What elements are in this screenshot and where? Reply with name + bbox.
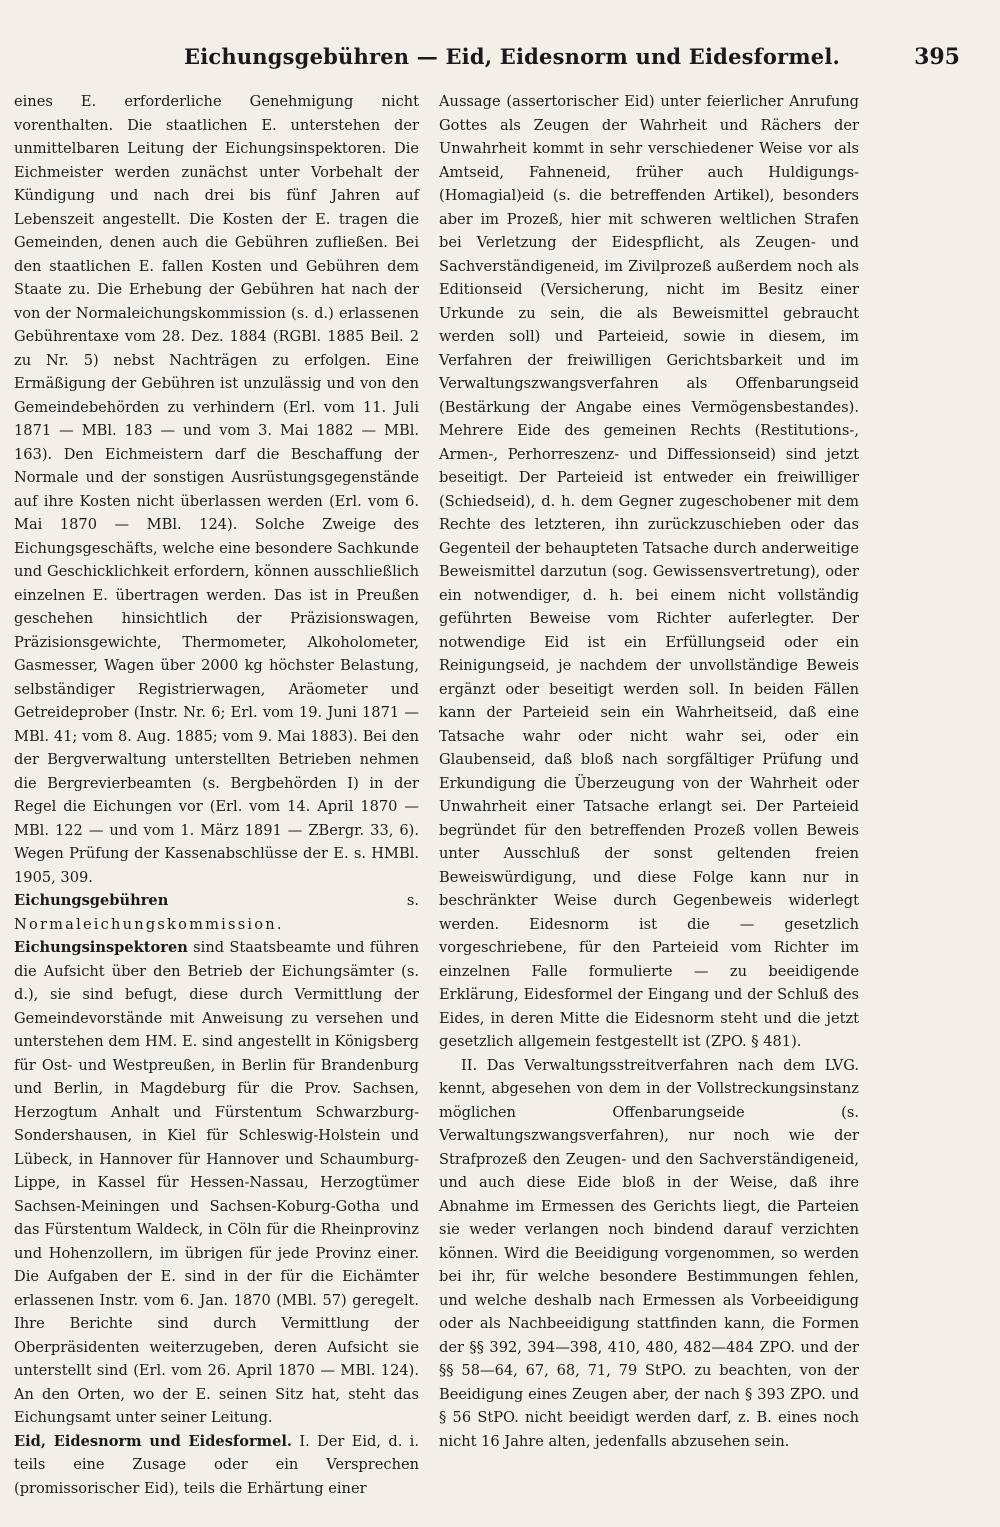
page-header — [14, 42, 960, 82]
entry-text: I. Der Eid, d. i. teils eine Zusage oder ein Versprechen (promissorischer Eid), teils die Erhärtung einer — [14, 1432, 419, 1497]
running-head: Eichungsgebühren — Eid, Eidesnorm und Eidesformel. — [184, 44, 841, 69]
entry-lemma: Eichungsgebühren — [14, 892, 169, 909]
cross-reference: Normaleichungskommission. — [14, 915, 284, 933]
right-paragraph-2: II. Das Verwaltungsstreitverfahren nach dem LVG. kennt, abgesehen von dem in der Vollstreckungsinstanz möglichen Offenbarungseide (s. Verwaltungszwangsverfahren), nur noch wie der Strafprozeß den Zeugen- und den Sachverständigeneid, und auch diese Eide bloß in der Weise, daß ihre Abnahme im Ermessen des Gerichts liegt, die Parteien sie weder verlangen noch bindend darauf verzichten können. Wird die Beeidigung vorgenommen, so werden bei ihr, für welche besondere Bestimmungen fehlen, und welche deshalb nach Ermessen als Vorbeeidigung oder als Nachbeeidigung stattfinden kann, die Formen der §§ 392, 394—398, 410, 480, 482—484 ZPO. und der §§ 58—64, 67, 68, 71, 79 StPO. zu beachten, von der Beeidigung eines Zeugen aber, der nach § 393 ZPO. und § 56 StPO. nicht beeidigt werden darf, z. B. eines noch nicht 16 Jahre alten, jedenfalls abzusehen sein. — [439, 1056, 859, 1450]
page-number: 395 — [914, 44, 960, 70]
text-columns — [14, 90, 960, 1497]
entry-eichungsinspektoren — [14, 936, 419, 1430]
entry-text: s. — [168, 892, 419, 909]
entry-lemma: Eichungsinspektoren — [14, 939, 188, 956]
right-paragraph-1: Aussage (assertorischer Eid) unter feierlicher Anrufung Gottes als Zeugen der Wahrheit und Rächers der Unwahrheit kommt in sehr verschiedener Weise vor als Amtseid, Fahneneid, früher auch Huldigungs-(Homagial)eid (s. die betreffenden Artikel), besonders aber im Prozeß, hier mit schweren weltlichen Strafen bei Verletzung der Eidespflicht, als Zeugen- und Sachverständigeneid, im Zivilprozeß außerdem noch als Editionseid (Versicherung, nicht im Besitz einer Urkunde zu sein, die als Beweismittel gebraucht werden soll) und Parteieid, sowie in diesem, im Verfahren der freiwilligen Gerichtsbarkeit und im Verwaltungszwangsverfahren als Offenbarungseid (Bestärkung der Angabe eines Vermögensbestandes). Mehrere Eide des gemeinen Rechts (Restitutions-, Armen-, Perhorreszenz- und Diffessionseid) sind jetzt beseitigt. Der Parteieid ist entweder ein freiwilliger (Schiedseid), d. h. dem Gegner zugeschobener mit dem Rechte des letzteren, ihn zurückzuschieben oder das Gegenteil der behaupteten Tatsache durch anderweitige Beweismittel darzutun (sog. Gewissensvertretung), oder ein notwendiger, d. h. bei einem nicht vollständig geführten Beweise vom Richter auferlegter. Der notwendige Eid ist ein Erfüllungseid oder ein Reinigungseid, je nachdem der unvollständige Beweis ergänzt oder beseitigt werden soll. In beiden Fällen kann der Parteieid sein ein Wahrheitseid, daß eine Tatsache wahr oder nicht wahr sei, oder ein Glaubenseid, daß bloß nach sorgfältiger Prüfung und Erkundigung die Überzeugung von der Wahrheit oder Unwahrheit einer Tatsache erlangt sei. Der Parteieid begründet für den betreffenden Prozeß vollen Beweis unter Ausschluß der sonst geltenden freien Beweiswürdigung, und diese Folge kann nur in beschränkter Weise durch Gegenbeweis widerlegt werden. Eidesnorm ist die — gesetzlich vorgeschriebene, für den Parteieid vom Richter im einzelnen Falle formulierte — zu beeidigende Erklärung, Eidesformel der Eingang und der Schluß des Eides, in deren Mitte die Eidesnorm steht und die jetzt gesetzlich allgemein festgestellt ist (ZPO. § 481). — [439, 93, 859, 1050]
entry-eichungsgebuehren — [14, 889, 419, 936]
left-column — [14, 90, 419, 1500]
entry-text: sind Staatsbeamte und führen die Aufsicht über den Betrieb der Eichungsämter (s. d.), sie sind befugt, diese durch Vermittlung der Gemeindevorstände mit Anweisung zu versehen und unterstehen dem HM. E. sind angestellt in Königsberg für Ost- und Westpreußen, in Berlin für Brandenburg und Berlin, in Magdeburg für die Prov. Sachsen, Herzogtum Anhalt und Fürstentum Schwarzburg-Sondershausen, in Kiel für Schleswig-Holstein und Lübeck, in Hannover für Hannover und Schaumburg-Lippe, in Kassel für Hessen-Nassau, Herzogtümer Sachsen-Meiningen und Sachsen-Koburg-Gotha und das Fürstentum Waldeck, in Cöln für die Rheinprovinz und Hohenzollern, im übrigen für jede Provinz einer. Die Aufgaben der E. sind in der für die Eichämter erlassenen Instr. vom 6. Jan. 1870 (MBl. 57) geregelt. Ihre Berichte sind durch Vermittlung der Oberpräsidenten weiterzugeben, deren Aufsicht sie unterstellt sind (Erl. vom 26. April 1870 — MBl. 124). An den Orten, wo der E. seinen Sitz hat, steht das Eichungsamt unter seiner Leitung. — [14, 939, 419, 1426]
entry-eid — [14, 1430, 419, 1501]
left-paragraph-continuation: eines E. erforderliche Genehmigung nicht vorenthalten. Die staatlichen E. unterstehen der unmittelbaren Leitung der Eichungsinspektoren. Die Eichmeister werden zunächst unter Vorbehalt der Kündigung und nach drei bis fünf Jahren auf Lebenszeit angestellt. Die Kosten der E. tragen die Gemeinden, denen auch die Gebühren zufließen. Bei den staatlichen E. fallen Kosten und Gebühren dem Staate zu. Die Erhebung der Gebühren hat nach der von der Normaleichungskommission (s. d.) erlassenen Gebührentaxe vom 28. Dez. 1884 (RGBl. 1885 Beil. 2 zu Nr. 5) nebst Nachträgen zu erfolgen. Eine Ermäßigung der Gebühren ist unzulässig und von den Gemeindebehörden zu verhindern (Erl. vom 11. Juli 1871 — MBl. 183 — und vom 3. Mai 1882 — MBl. 163). Den Eichmeistern darf die Beschaffung der Normale und der sonstigen Ausrüstungsgegenstände auf ihre Kosten nicht überlassen werden (Erl. vom 6. Mai 1870 — MBl. 124). Solche Zweige des Eichungsgeschäfts, welche eine besondere Sachkunde und Geschicklichkeit erfordern, können ausschließlich einzelnen E. übertragen werden. Das ist in Preußen geschehen hinsichtlich der Präzisionswagen, Präzisionsgewichte, Thermometer, Alkoholometer, Gasmesser, Wagen über 2000 kg höchster Belastung, selbständiger Registrierwagen, Aräometer und Getreideprober (Instr. Nr. 6; Erl. vom 19. Juni 1871 — MBl. 41; vom 8. Aug. 1885; vom 9. Mai 1883). Bei den der Bergverwaltung unterstellten Betrieben nehmen die Bergrevierbeamten (s. Bergbehörden I) in der Regel die Eichungen vor (Erl. vom 14. April 1870 — MBl. 122 — und vom 1. März 1891 — ZBergr. 33, 6). Wegen Prüfung der Kassenabschlüsse der E. s. HMBl. 1905, 309. — [14, 93, 419, 886]
right-column — [439, 90, 859, 1453]
entry-lemma: Eid, Eidesnorm und Eidesformel. — [14, 1432, 292, 1450]
